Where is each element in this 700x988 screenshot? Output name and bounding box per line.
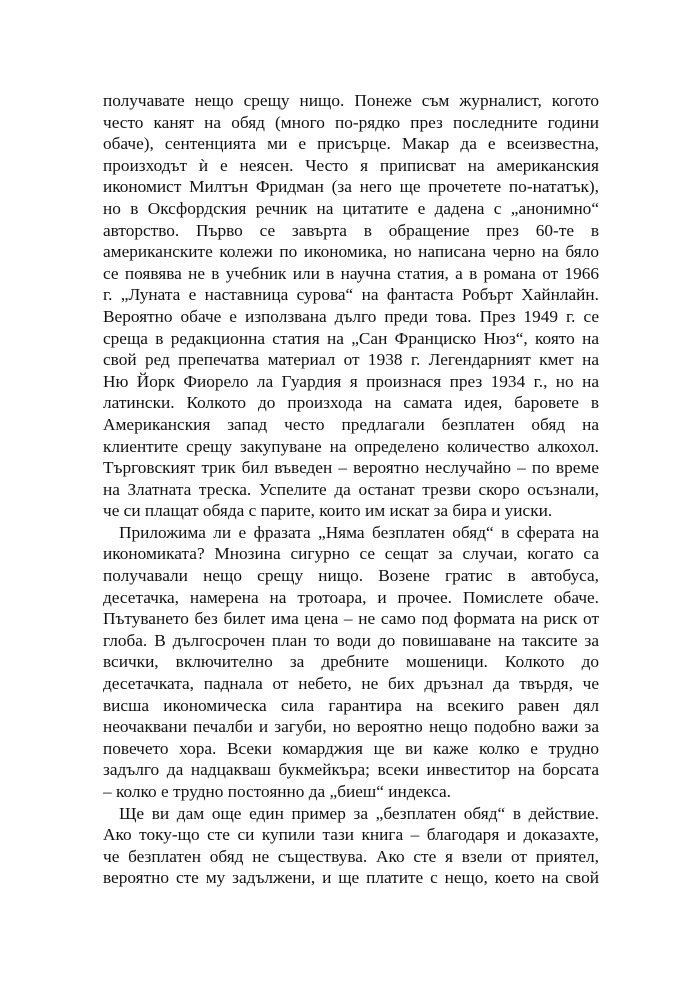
text-line: американските колежи по икономика, но написана черно на бяло [103, 242, 599, 262]
text-line: глоба. В дългосрочен план то води до повишаване на таксите за [103, 630, 599, 650]
text-line: на Златната треска. Успелите да останат трезви скоро осъзнали, [103, 479, 599, 499]
text-line: получавали нещо срещу нищо. Возене гратис в автобуса, [103, 566, 599, 586]
text-line: Ню Йорк Фиорело ла Гуардия я произнася през 1934 г., но на [103, 371, 599, 391]
text-line: се появява не в учебник или в научна статия, а в романа от 1966 [103, 263, 599, 283]
text-line: задълго да надцакваш букмейкъра; всеки инвеститор на борсата [103, 760, 599, 780]
text-line: клиентите срещу закупуване на определено количество алкохол. [103, 436, 599, 456]
paragraph-3 [103, 803, 599, 889]
text-line: десетачка, намерена на тротоара, и прочее. Помислете обаче. [103, 587, 599, 607]
text-line: Вероятно обаче е използвана дълго преди това. През 1949 г. се [103, 306, 599, 326]
paragraph-1 [103, 90, 599, 522]
text-line: свой ред препечатва материал от 1938 г. Легендарният кмет на [103, 350, 599, 370]
paragraph-2 [103, 522, 599, 803]
text-line: всички, включително за дребните мошеници. Колкото до [103, 652, 599, 672]
text-line: Търговският трик бил въведен – вероятно неслучайно – по време [103, 458, 599, 478]
text-line: среща в редакционна статия на „Сан Франциско Нюз“, която на [103, 328, 599, 348]
text-line: Приложима ли е фразата „Няма безплатен обяд“ в сферата на [119, 522, 599, 542]
text-line: Американския запад често предлагали безплатен обяд на [103, 414, 599, 434]
text-line: но в Оксфордския речник на цитатите е дадена с „анонимно“ [103, 198, 599, 218]
text-line: – колко е трудно постоянно да „биеш“ индекса. [103, 782, 452, 801]
text-line: десетачката, паднала от небето, не бих дръзнал да твърдя, че [103, 674, 599, 694]
text-line: неочаквани печалби и загуби, но вероятно нещо подобно важи за [103, 717, 599, 737]
text-line: че безплатен обяд не съществува. Ако сте я взели от приятел, [103, 846, 599, 866]
book-page [103, 90, 599, 889]
text-line: обаче), сентенцията ми е присърце. Макар да е всеизвестна, [103, 134, 599, 154]
text-line: получавате нещо срещу нищо. Понеже съм журналист, когото [103, 91, 599, 110]
text-line: произходът ѝ е неясен. Често я приписват на американския [103, 155, 599, 175]
text-line: Ако току-що сте си купили тази книга – благодаря и доказахте, [103, 825, 599, 845]
text-line: Пътуването без билет има цена – не само под формата на риск от [103, 609, 599, 629]
text-line: икономист Милтън Фридман (за него ще прочетете по-нататък), [103, 177, 599, 197]
text-line: латински. Колкото до произхода на самата идея, баровете в [103, 393, 599, 413]
text-line: често канят на обяд (много по-рядко през последните години [103, 112, 599, 132]
text-line: г. „Луната е наставница сурова“ на фантаста Робърт Хайнлайн. [103, 285, 599, 305]
text-line: Ще ви дам още един пример за „безплатен обяд“ в действие. [119, 803, 599, 823]
text-line: икономиката? Мнозина сигурно се сещат за случаи, когато са [103, 544, 599, 564]
text-line: висша икономическа сила гарантира на всекиго равен дял [103, 695, 599, 715]
text-line: авторство. Първо се завърта в обращение през 60-те в [103, 220, 599, 240]
text-line: вероятно сте му задължени, и ще платите с нещо, което на свой [103, 868, 599, 888]
text-line: повечето хора. Всеки комарджия ще ви каже колко е трудно [103, 738, 599, 758]
text-line: че си плащат обяда с парите, които им искат за бира и уиски. [103, 501, 553, 521]
